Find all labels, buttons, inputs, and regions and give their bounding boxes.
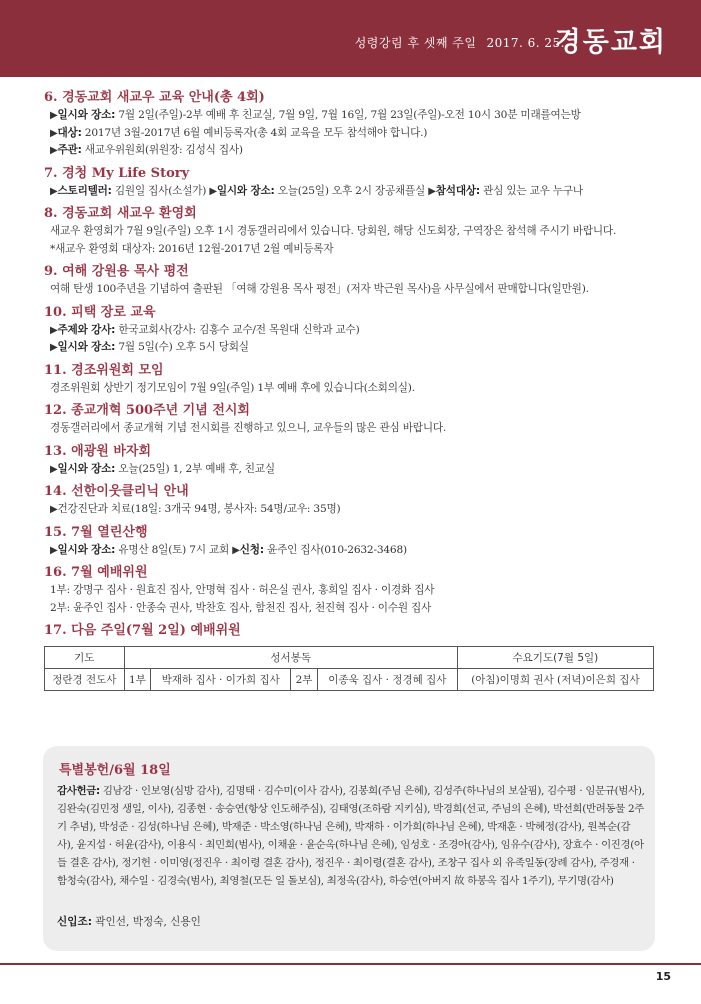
section-line	[50, 461, 664, 479]
line-label: 일시와 장소:	[57, 341, 116, 353]
worship-duty-section	[44, 621, 664, 691]
table-cell: 이종욱 집사 · 정경혜 집사	[317, 669, 457, 691]
section-line	[50, 600, 664, 618]
line-label: 일시와 장소:	[57, 462, 116, 475]
bullet-arrow-icon: ▶	[50, 324, 58, 336]
announcement-section	[44, 442, 664, 479]
line-text: 7월 2일(주일)-2부 예배 후 친교실, 7월 9일, 7월 16일, 7월 23일(주일)-오전 10시 30분 미래를여는방	[115, 109, 581, 121]
line-text: 한국교회사(강사: 김홍수 교수/전 목원대 신학과 교수)	[115, 323, 360, 336]
church-logo: 경동교회	[554, 27, 667, 58]
section-line	[50, 125, 664, 143]
bullet-arrow-icon: ▶	[50, 145, 58, 156]
offering-label: 감사헌금:	[57, 785, 100, 797]
bullet-arrow-icon: ▶	[428, 185, 436, 197]
line-text: 김원일 집사(소설가)	[111, 184, 210, 197]
bullet-arrow-icon: ▶	[50, 463, 58, 475]
line-label: 주제와 강사:	[57, 323, 116, 336]
line-text: 경동갤러리에서 종교개혁 기념 전시회를 진행하고 있으니, 교우들의 많은 관심 바랍니다.	[50, 422, 447, 434]
line-label: 주관:	[57, 144, 82, 156]
footer-divider	[0, 963, 701, 965]
announcements	[44, 88, 664, 695]
table-cell: 정란경 전도사	[45, 669, 125, 691]
worship-duty-table	[44, 646, 654, 691]
section-line	[50, 223, 664, 241]
bullet-arrow-icon: ▶	[50, 504, 58, 515]
offering-list	[57, 782, 645, 890]
bullet-arrow-icon: ▶	[50, 127, 58, 139]
table-header-cell: 성서봉독	[124, 647, 457, 669]
offering-title: 특별봉헌/6월 18일	[59, 763, 171, 778]
table-cell: 2부	[291, 669, 318, 691]
section-line	[50, 183, 664, 201]
table-cell: 박재하 집사 · 이가희 집사	[151, 669, 291, 691]
line-label: 참석대상:	[435, 184, 480, 197]
line-text: 새교우위원회(위원장: 김성식 집사)	[81, 144, 243, 156]
line-text: 새교우 환영회가 7월 9일(주일) 오후 1시 경동갤러리에서 있습니다. 당회원, 해당 신도회장, 구역장은 참석해 주시기 바랍니다.	[50, 225, 617, 237]
new-members-label: 신입조:	[57, 916, 92, 928]
line-label: 일시와 장소:	[57, 543, 116, 556]
bulletin-date: 2017. 6. 25.	[486, 36, 565, 50]
section-line	[50, 501, 664, 519]
announcement-section	[44, 164, 664, 201]
offering-names: 김남강 · 인보영(심방 감사), 김명태 · 김수미(이사 감사), 김봉희(주님 은혜), 김성주(하나님의 보살핌), 김수평 · 임문규(범사), 김완숙(김민정 생일, 이사), 김종현 · 송승연(항상 인도해주심), 김태영(조하람 지키심), 박경희(선교, 주님의 은혜), 박선희(반려동물 2주기 추념), 박성준 · 김성(하나님 은혜), 박재준 · 박소영(하나님 은혜), 박재하 · 이가희(하나님 은혜), 박재훈 · 박혜정(감사), 원복순(감사), 윤지섭 · 허윤(감사), 이용식 · 최민희(범사), 이채윤 · 윤순옥(하나님 은혜), 임성호 · 조경아(감사), 임유수(감사), 장효수 · 이진경(아들 결혼 감사), 정기헌 · 이미영(정진우 · 최이령 결혼 감사), 정진우 · 최이령(결혼 감사), 조창구 집사 외 유족일동(장례 감사), 주경재 · 함청숙(감사), 채수일 · 김경숙(범사), 최영철(모든 일 돌보심), 최정옥(감사), 하승연(아버지 故 하봉옥 집사 1주기), 무기명(감사)	[57, 785, 645, 887]
line-text: 윤주인 집사(010-2632-3468)	[263, 543, 407, 556]
line-text: 오늘(25일) 오후 2시 장공채플실	[274, 184, 429, 197]
new-members-names: 곽인선, 박정숙, 신용인	[91, 916, 201, 928]
section-line	[50, 542, 664, 560]
announcement-section	[44, 361, 664, 398]
section-line	[50, 582, 664, 600]
section-title: 12. 종교개혁 500주년 기념 전시회	[44, 403, 250, 418]
line-text: 경조위원회 상반기 정기모임이 7월 9일(주일) 1부 예배 후에 있습니다(소회의실).	[50, 381, 415, 394]
table-cell: (아침)이명희 권사 (저녁)이은희 집사	[457, 669, 653, 691]
line-text: 2부: 윤주인 집사 · 안종숙 권사, 박찬호 집사, 함천진 집사, 천진혁 집사 · 이수원 집사	[50, 601, 432, 614]
section-title: 17. 다음 주일(7월 2일) 예배위원	[44, 623, 241, 638]
sunday-name: 성령강림 후 셋째 주일	[354, 36, 477, 50]
bullet-arrow-icon: ▶	[50, 185, 58, 197]
section-title: 10. 피택 장로 교육	[44, 304, 156, 320]
line-label: 일시와 장소:	[216, 184, 275, 197]
page-header	[0, 0, 701, 77]
announcement-section	[44, 523, 664, 560]
bullet-arrow-icon: ▶	[50, 544, 58, 556]
table-cell: 1부	[124, 669, 151, 691]
section-line	[50, 142, 664, 160]
section-title: 6. 경동교회 새교우 교육 안내(총 4회)	[44, 90, 265, 105]
new-members	[57, 914, 201, 929]
section-line	[50, 339, 664, 357]
special-offering-box	[43, 746, 655, 951]
line-text: *새교우 환영회 대상자: 2016년 12월-2017년 2월 예비등록자	[50, 242, 334, 255]
page-number: 15	[655, 970, 671, 983]
announcement-section	[44, 204, 664, 258]
announcement-section	[44, 482, 664, 519]
section-line	[50, 107, 664, 125]
line-label: 대상:	[57, 126, 82, 139]
section-line	[50, 420, 664, 438]
line-text: 2017년 3월-2017년 6월 예비등록자(총 4회 교육을 모두 참석해야 합니다.)	[81, 126, 428, 139]
section-title: 13. 애광원 바자회	[44, 443, 152, 459]
section-title: 15. 7월 열린산행	[44, 524, 148, 540]
table-header-cell: 수요기도(7월 5일)	[457, 647, 653, 669]
line-text: 관심 있는 교우 누구나	[479, 184, 583, 197]
table-header-cell: 기도	[45, 647, 125, 669]
section-line	[50, 241, 664, 259]
bullet-arrow-icon: ▶	[232, 544, 240, 556]
line-text: 유명산 8일(토) 7시 교회	[115, 543, 233, 556]
line-text: 7월 5일(수) 오후 5시 당회실	[115, 341, 249, 353]
section-title: 16. 7월 예배위원	[44, 565, 148, 580]
bullet-arrow-icon: ▶	[50, 110, 58, 121]
table-header-row	[45, 647, 654, 669]
line-label: 신청:	[239, 543, 264, 556]
announcement-section	[44, 563, 664, 617]
announcement-section	[44, 88, 664, 160]
section-title: 9. 여해 강원용 목사 평전	[44, 264, 189, 279]
announcement-section	[44, 262, 664, 299]
line-text: 건강진단과 치료(18일: 3개국 94명, 봉사자: 54명/교우: 35명)	[57, 503, 341, 515]
section-title: 11. 경조위원회 모임	[44, 362, 164, 378]
header-subtitle	[355, 34, 565, 51]
table-row	[45, 669, 654, 691]
section-line	[50, 281, 664, 299]
bullet-arrow-icon: ▶	[209, 185, 217, 197]
line-text: 1부: 강명구 집사 · 원효진 집사, 안명혁 집사 · 허은실 권사, 홍희일 집사 · 이경화 집사	[50, 584, 435, 596]
section-line	[50, 380, 664, 398]
section-title: 7. 경청 My Life Story	[44, 165, 190, 181]
announcement-section	[44, 401, 664, 438]
line-label: 일시와 장소:	[57, 109, 116, 121]
line-text: 여해 탄생 100주년을 기념하여 출판된 「여해 강원용 목사 평전」(저자 박근원 목사)을 사무실에서 판매합니다(일만원).	[50, 283, 589, 295]
section-title: 14. 선한이웃클리닉 안내	[44, 484, 189, 499]
line-label: 스토리텔러:	[57, 184, 112, 197]
section-line	[50, 322, 664, 340]
line-text: 오늘(25일) 1, 2부 예배 후, 친교실	[115, 462, 275, 475]
announcement-section	[44, 303, 664, 357]
section-title: 8. 경동교회 새교우 환영회	[44, 206, 197, 221]
bullet-arrow-icon: ▶	[50, 342, 58, 353]
